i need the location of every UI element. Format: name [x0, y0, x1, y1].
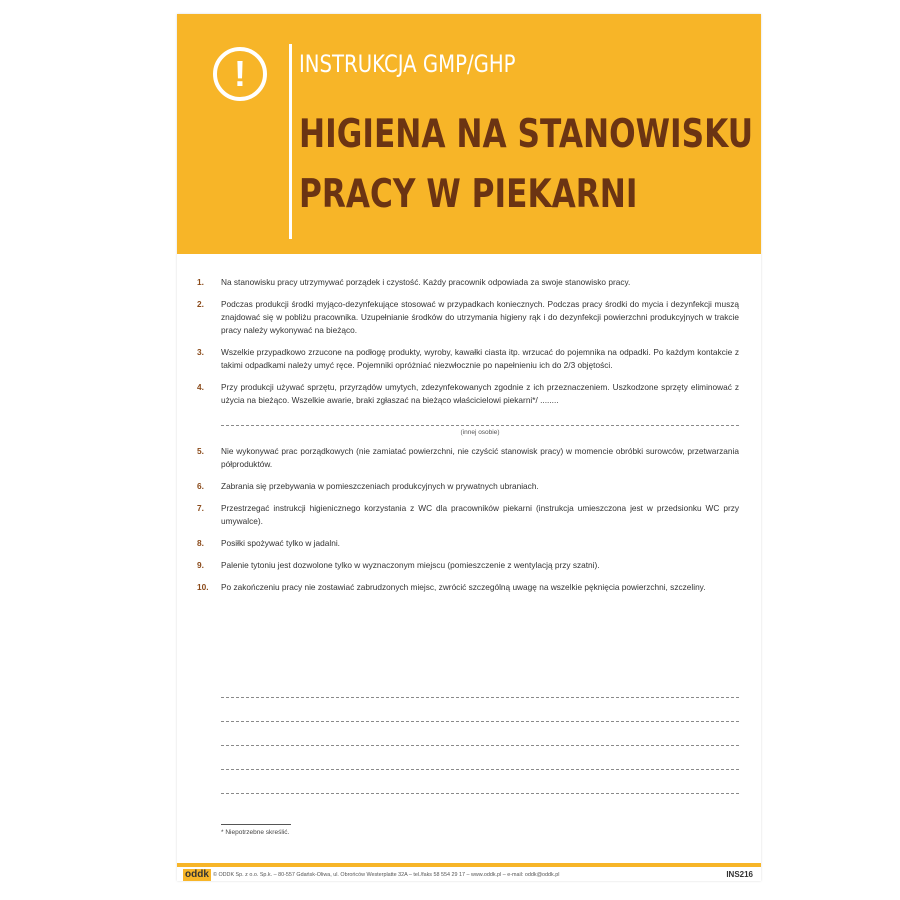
list-item	[197, 445, 739, 471]
list-item	[197, 346, 739, 372]
item-text: Przy produkcji używać sprzętu, przyrządów umytych, zdezynfekowanych zgodnie z ich przeznaczeniem. Uszkodzone sprzęty eliminować z użycia na bieżąco. Wszelkie awarie, braki zgłaszać na bieżąco właścicielowi piekarni*/ ........	[221, 382, 739, 405]
instruction-sheet	[177, 14, 761, 881]
note-line	[221, 746, 739, 770]
item-number: 10.	[197, 582, 209, 592]
item-number: 1.	[197, 277, 204, 287]
item-text: Nie wykonywać prac porządkowych (nie zamiatać powierzchni, nie czyścić stanowisk pracy) w momencie obróbki surowców, przetwarzania półproduktów.	[221, 446, 739, 469]
item-text: Po zakończeniu pracy nie zostawiać zabrudzonych miejsc, zwrócić szczególną uwagę na wszelkie pęknięcia powierzchni, szczeliny.	[221, 582, 706, 592]
note-line	[221, 674, 739, 698]
list-item	[197, 298, 739, 337]
list-item	[197, 537, 739, 550]
footnote-rule	[221, 824, 291, 825]
item-text: Podczas produkcji środki myjąco-dezynfekujące stosować w przypadkach koniecznych. Podczas pracy środki do mycia i dezynfekcji muszą znajdować się w pobliżu pracownika. Uzupełnianie środków do utrzymania higieny rąk i do dezynfekcji powierzchni produkcyjnych w trakcie pracy należy wykonywać na bieżąco.	[221, 299, 739, 335]
note-line	[221, 698, 739, 722]
item-number: 8.	[197, 538, 204, 548]
item-number: 9.	[197, 560, 204, 570]
item-number: 7.	[197, 503, 204, 513]
document-code: INS216	[726, 870, 753, 879]
list-item	[197, 502, 739, 528]
publisher-info: © ODDK Sp. z o.o. Sp.k. – 80-557 Gdańsk-Oliwa, ul. Obrońców Westerplatte 32A – tel./faks 58 554 29 17 – www.oddk.pl – e-mail: oddk@oddk.pl	[213, 872, 560, 878]
header-divider	[289, 44, 292, 239]
notes-lines	[221, 674, 739, 794]
list-item	[197, 381, 739, 407]
item-text: Zabrania się przebywania w pomieszczeniach produkcyjnych w prywatnych ubraniach.	[221, 481, 539, 491]
footer-rule	[177, 863, 761, 867]
footer	[177, 869, 761, 881]
header-banner	[177, 14, 761, 254]
item-number: 6.	[197, 481, 204, 491]
header-subtitle: INSTRUKCJA GMP/GHP	[299, 50, 516, 78]
item-text: Palenie tytoniu jest dozwolone tylko w wyznaczonym miejscu (pomieszczenie z wentylacją przy szatni).	[221, 560, 600, 570]
list-item	[197, 581, 739, 594]
page-title-line-2: PRACY W PIEKARNI	[299, 172, 638, 217]
item-number: 3.	[197, 347, 204, 357]
item-text: Wszelkie przypadkowo zrzucone na podłogę produkty, wyroby, kawałki ciasta itp. wrzucać do pojemnika na odpadki. Po każdym kontakcie z takimi odpadkami należy umyć ręce. Pojemniki opróżniać niezwłocznie po napełnieniu ich do 2/3 objętości.	[221, 347, 739, 370]
item-number: 2.	[197, 299, 204, 309]
exclamation-circle-icon: !	[213, 47, 267, 101]
list-item	[197, 559, 739, 572]
fill-in-line	[221, 411, 739, 426]
item-number: 5.	[197, 446, 204, 456]
item-text: Przestrzegać instrukcji higienicznego korzystania z WC dla pracowników piekarni (instrukcja umieszczona jest w przedsionku WC przy umywalce).	[221, 503, 739, 526]
list-item	[197, 480, 739, 493]
instruction-list	[197, 276, 739, 603]
item-text: Na stanowisku pracy utrzymywać porządek i czystość. Każdy pracownik odpowiada za swoje stanowisko pracy.	[221, 277, 631, 287]
publisher-logo: oddk	[185, 869, 209, 880]
note-line	[221, 770, 739, 794]
item-text: Posiłki spożywać tylko w jadalni.	[221, 538, 340, 548]
footnote: * Niepotrzebne skreślić.	[221, 829, 290, 836]
note-line	[221, 722, 739, 746]
page-title-line-1: HIGIENA NA STANOWISKU	[299, 112, 754, 157]
list-item	[197, 276, 739, 289]
item-number: 4.	[197, 382, 204, 392]
fill-in-caption: (innej osobie)	[460, 429, 500, 436]
